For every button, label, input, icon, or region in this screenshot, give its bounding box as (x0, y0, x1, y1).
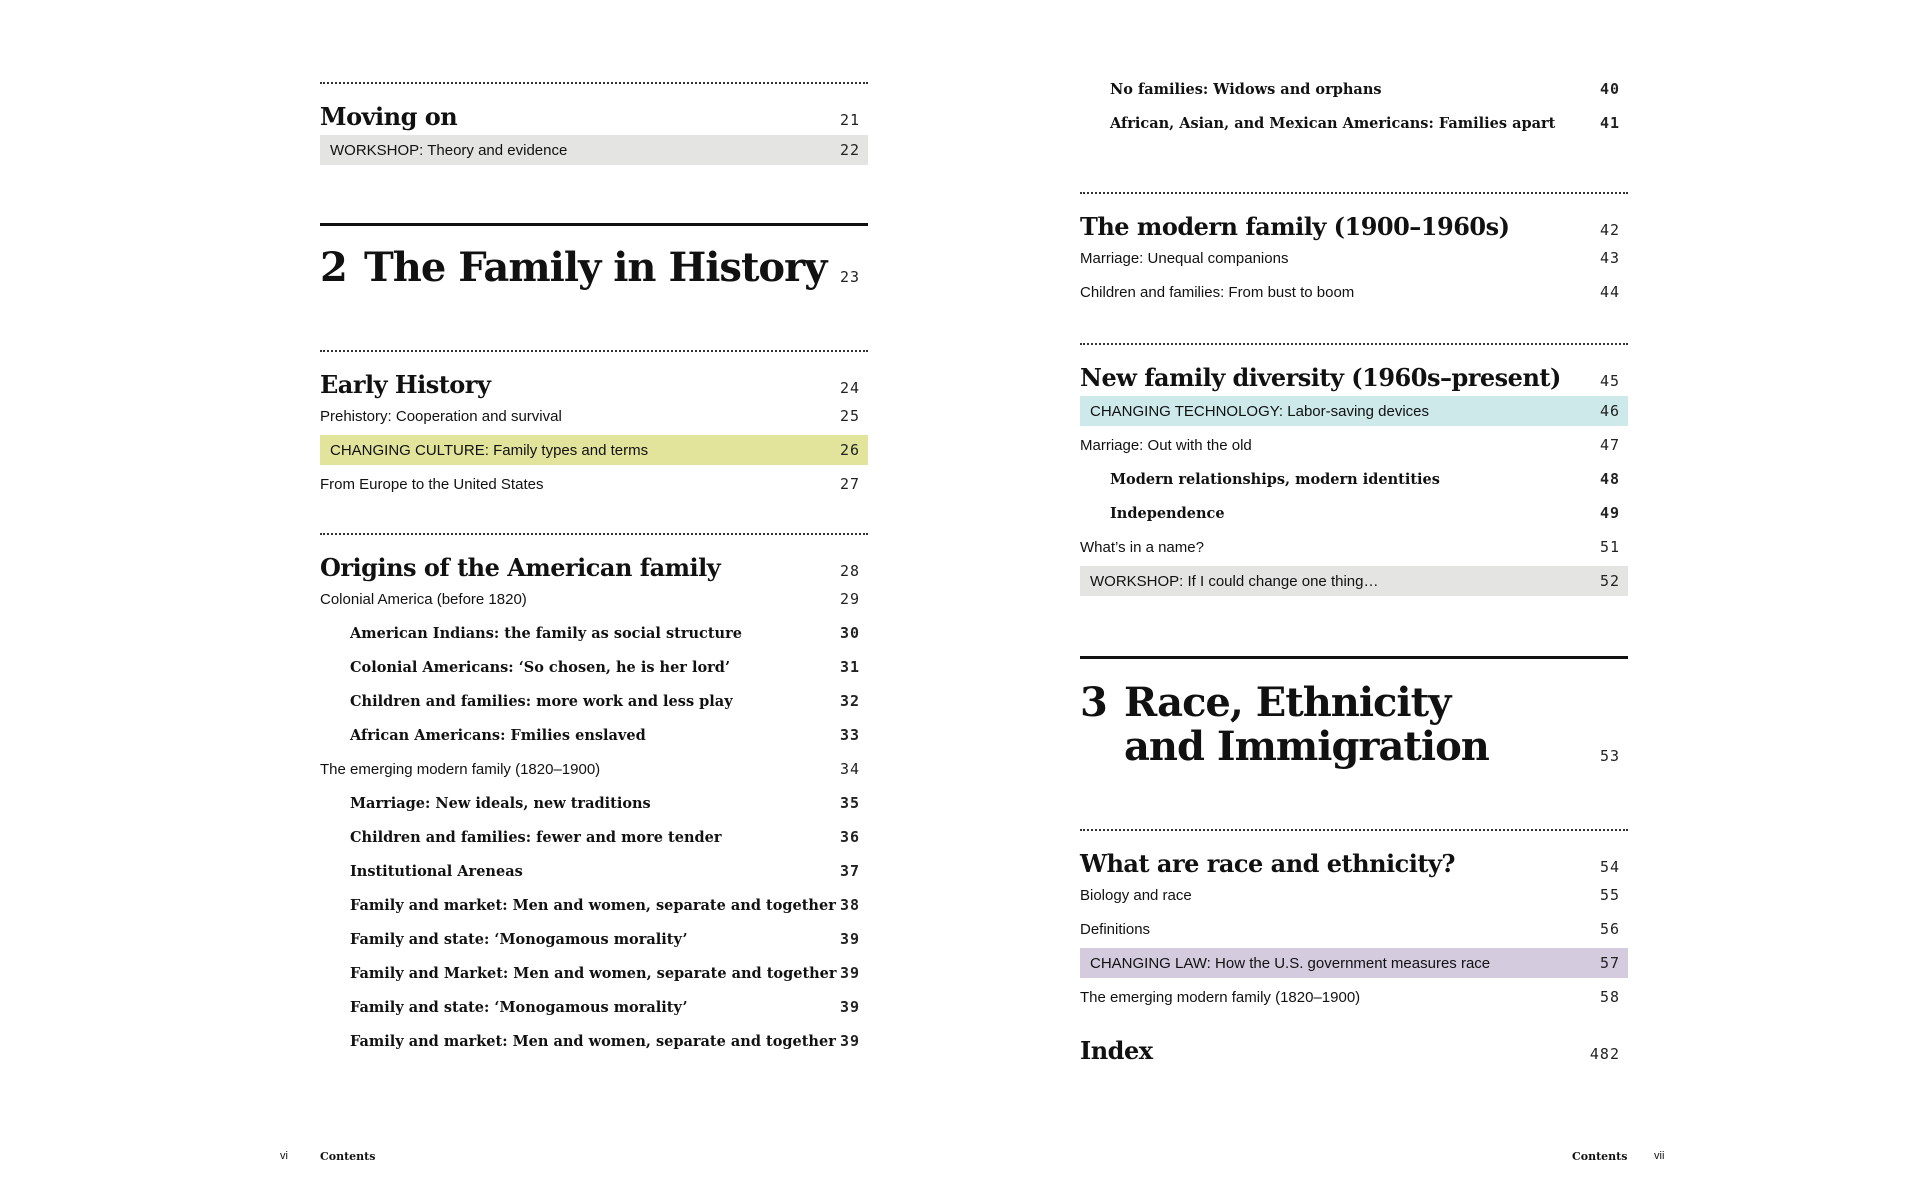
right-folio: vii (1654, 1150, 1665, 1162)
toc-item-changing-culture[interactable] (320, 435, 868, 465)
toc-item[interactable] (320, 399, 868, 433)
item-label: The emerging modern family (1820–1900) (320, 760, 601, 778)
left-running-head: Contents (320, 1150, 376, 1163)
item-label: Family and market: Men and women, separate and together (350, 896, 836, 914)
toc-subitem[interactable] (1080, 106, 1628, 140)
toc-item[interactable] (1080, 275, 1628, 309)
item-label: African Americans: Fmilies enslaved (350, 726, 646, 744)
right-page-column (1080, 60, 1628, 1065)
page-number: 52 (1599, 572, 1620, 590)
page-number: 34 (839, 760, 860, 778)
item-label: Prehistory: Cooperation and survival (320, 407, 562, 425)
toc-subitem[interactable] (320, 616, 868, 650)
item-label: CHANGING CULTURE: Family types and terms (330, 441, 649, 459)
chapter-name: The Family in History (364, 244, 827, 291)
item-label: Colonial Americans: ‘So chosen, he is her lord’ (350, 658, 730, 676)
item-label: Children and families: more work and less play (350, 692, 733, 710)
toc-item[interactable] (1080, 530, 1628, 564)
item-label: WORKSHOP: Theory and evidence (330, 141, 568, 159)
page-number: 48 (1599, 470, 1620, 488)
chapter-name-line-2: and Immigration (1124, 723, 1489, 770)
chapter-name-line-1: Race, Ethnicity (1124, 679, 1451, 726)
item-label: African, Asian, and Mexican Americans: Families apart (1110, 114, 1556, 132)
item-label: CHANGING LAW: How the U.S. government measures race (1090, 954, 1491, 972)
toc-item-workshop[interactable] (320, 135, 868, 165)
item-label: Marriage: Unequal companions (1080, 249, 1289, 267)
page-number: 27 (839, 475, 860, 493)
page-number: 24 (839, 379, 860, 397)
chapter-title (320, 246, 826, 290)
toc-item[interactable] (1080, 912, 1628, 946)
toc-item[interactable] (1080, 428, 1628, 462)
toc-section-early-history[interactable] (320, 370, 868, 399)
section-divider (1080, 829, 1628, 831)
chapter-title (1080, 681, 1489, 769)
page-number: 58 (1599, 988, 1620, 1006)
toc-subitem[interactable] (320, 922, 868, 956)
page-number: 25 (839, 407, 860, 425)
item-label: From Europe to the United States (320, 475, 544, 493)
section-title: Moving on (320, 102, 458, 131)
toc-item[interactable] (320, 582, 868, 616)
toc-subitem[interactable] (320, 718, 868, 752)
toc-item[interactable] (320, 752, 868, 786)
page-number: 41 (1599, 114, 1620, 132)
item-label: Family and Market: Men and women, separate and together (350, 964, 837, 982)
page-number: 42 (1599, 221, 1620, 239)
page-number: 30 (839, 624, 860, 642)
toc-subitem[interactable] (320, 650, 868, 684)
item-label: Family and state: ‘Monogamous morality’ (350, 930, 688, 948)
page-number: 39 (839, 964, 860, 982)
item-label: Family and state: ‘Monogamous morality’ (350, 998, 688, 1016)
item-label: American Indians: the family as social structure (350, 624, 742, 642)
page-number: 44 (1599, 283, 1620, 301)
page-number: 49 (1599, 504, 1620, 522)
toc-section-origins[interactable] (320, 553, 868, 582)
page-number: 32 (839, 692, 860, 710)
page-number: 35 (839, 794, 860, 812)
item-label: Colonial America (before 1820) (320, 590, 527, 608)
toc-item[interactable] (1080, 241, 1628, 275)
page-number: 53 (1599, 747, 1620, 765)
chapter-number: 2 (320, 244, 347, 291)
item-label: Biology and race (1080, 886, 1192, 904)
toc-subitem[interactable] (320, 820, 868, 854)
item-label: No families: Widows and orphans (1110, 80, 1382, 98)
page-number: 21 (839, 111, 860, 129)
toc-subitem[interactable] (320, 956, 868, 990)
toc-subitem[interactable] (1080, 72, 1628, 106)
page-number: 482 (1589, 1045, 1620, 1063)
toc-item[interactable] (1080, 980, 1628, 1014)
page-number: 43 (1599, 249, 1620, 267)
page-number: 40 (1599, 80, 1620, 98)
toc-section-modern-family[interactable] (1080, 212, 1628, 241)
page-number: 31 (839, 658, 860, 676)
toc-subitem[interactable] (1080, 496, 1628, 530)
toc-section-moving-on[interactable] (320, 102, 868, 131)
item-label: The emerging modern family (1820–1900) (1080, 988, 1361, 1006)
page-number: 51 (1599, 538, 1620, 556)
page-number: 46 (1599, 402, 1620, 420)
page-number: 26 (839, 441, 860, 459)
section-divider (320, 82, 868, 84)
toc-subitem[interactable] (320, 786, 868, 820)
page-number: 39 (839, 998, 860, 1016)
section-divider (320, 533, 868, 535)
toc-item[interactable] (320, 467, 868, 501)
toc-subitem[interactable] (320, 1024, 868, 1058)
chapter-number: 3 (1080, 679, 1107, 726)
section-divider (1080, 343, 1628, 345)
toc-section-race[interactable] (1080, 849, 1628, 878)
page-number: 39 (839, 1032, 860, 1050)
toc-subitem[interactable] (320, 684, 868, 718)
item-label: Marriage: New ideals, new traditions (350, 794, 651, 812)
page-number: 22 (839, 141, 860, 159)
toc-chapter-3[interactable] (1080, 681, 1628, 769)
page-number: 54 (1599, 858, 1620, 876)
item-label: Children and families: fewer and more tender (350, 828, 722, 846)
item-label: Children and families: From bust to boom (1080, 283, 1355, 301)
toc-item-changing-law[interactable] (1080, 948, 1628, 978)
right-running-head: Contents (1572, 1150, 1628, 1163)
left-page-column (320, 60, 868, 1058)
chapter-name (1124, 681, 1489, 769)
section-title: What are race and ethnicity? (1080, 849, 1455, 878)
page-number: 39 (839, 930, 860, 948)
item-label: CHANGING TECHNOLOGY: Labor-saving devices (1090, 402, 1430, 420)
page-number: 45 (1599, 372, 1620, 390)
toc-subitem[interactable] (1080, 462, 1628, 496)
page-number: 57 (1599, 954, 1620, 972)
chapter-rule (1080, 656, 1628, 659)
page-number: 47 (1599, 436, 1620, 454)
item-label: Institutional Areneas (350, 862, 523, 880)
toc-item-changing-technology[interactable] (1080, 396, 1628, 426)
page-number: 33 (839, 726, 860, 744)
chapter-rule (320, 223, 868, 226)
page-number: 56 (1599, 920, 1620, 938)
page-number: 37 (839, 862, 860, 880)
item-label: Family and market: Men and women, separate and together (350, 1032, 836, 1050)
toc-subitem[interactable] (320, 888, 868, 922)
section-title: Origins of the American family (320, 553, 721, 582)
section-title: The modern family (1900–1960s) (1080, 212, 1510, 241)
page-number: 29 (839, 590, 860, 608)
toc-subitem[interactable] (320, 854, 868, 888)
item-label: Independence (1110, 504, 1225, 522)
section-title: Early History (320, 370, 491, 399)
item-label: Modern relationships, modern identities (1110, 470, 1440, 488)
page-number: 55 (1599, 886, 1620, 904)
section-divider (1080, 192, 1628, 194)
index-title: Index (1080, 1036, 1153, 1065)
toc-item[interactable] (1080, 878, 1628, 912)
toc-section-diversity[interactable] (1080, 363, 1628, 392)
item-label: Marriage: Out with the old (1080, 436, 1252, 454)
toc-index[interactable] (1080, 1036, 1628, 1065)
page-number: 38 (839, 896, 860, 914)
item-label: WORKSHOP: If I could change one thing… (1090, 572, 1379, 590)
left-folio: vi (280, 1150, 288, 1162)
item-label: What’s in a name? (1080, 538, 1204, 556)
page-number: 23 (839, 268, 860, 286)
toc-item-workshop[interactable] (1080, 566, 1628, 596)
toc-subitem[interactable] (320, 990, 868, 1024)
section-divider (320, 350, 868, 352)
toc-chapter-2[interactable] (320, 246, 868, 290)
page-number: 28 (839, 562, 860, 580)
page-number: 36 (839, 828, 860, 846)
section-title: New family diversity (1960s–present) (1080, 363, 1561, 392)
item-label: Definitions (1080, 920, 1151, 938)
